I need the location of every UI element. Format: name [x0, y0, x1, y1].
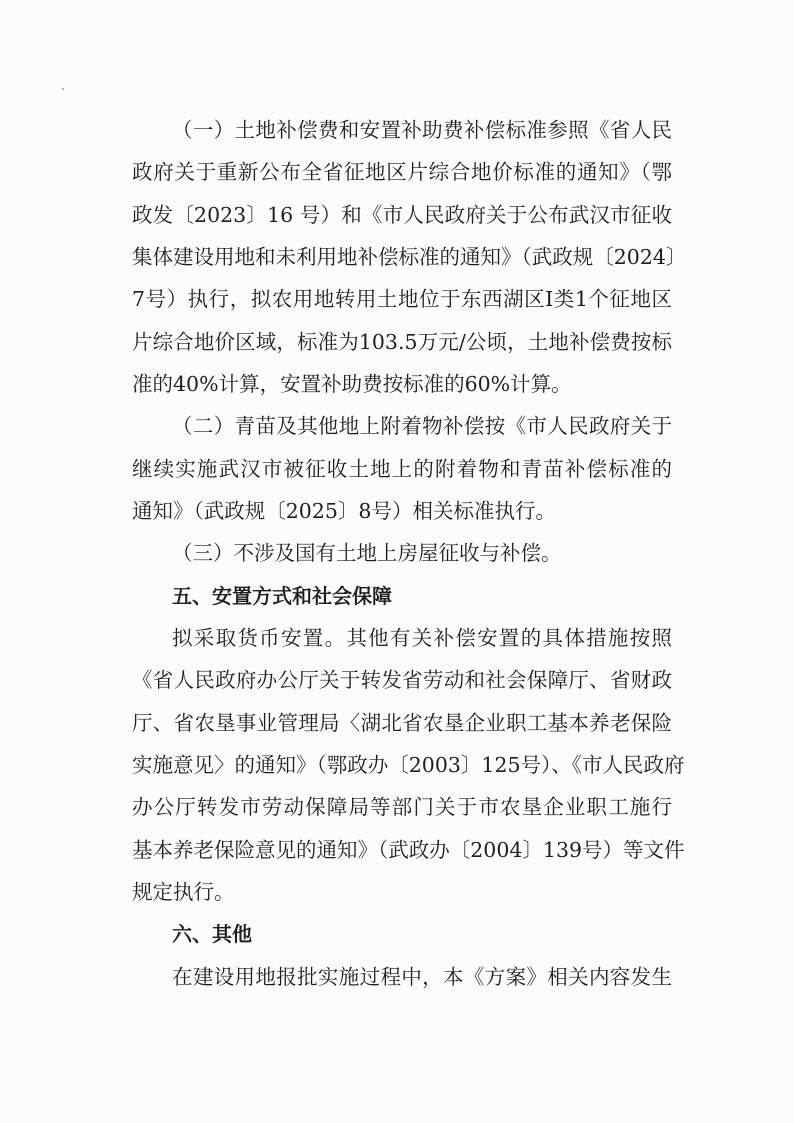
para-section-6-line-1: 在建设用地报批实施过程中，本《方案》相关内容发生: [172, 965, 672, 989]
para-item-2-line-2: 继续实施武汉市被征收土地上的附着物和青苗补偿标准的: [132, 457, 672, 481]
para-section-5-line-1: 拟采取货币安置。其他有关补偿安置的具体措施按照: [172, 626, 672, 650]
para-item-3-line-1: （三）不涉及国有土地上房屋征收与补偿。: [172, 541, 562, 565]
para-item-1-line-6: 片综合地价区域，标准为103.5万元/公顷，土地补偿费按标: [132, 330, 672, 354]
para-item-1-line-2: 政府关于重新公布全省征地区片综合地价标准的通知》（鄂: [132, 160, 672, 184]
para-item-1-line-5: 7号）执行，拟农用地转用土地位于东西湖区Ⅰ类1个征地区: [132, 287, 672, 311]
para-item-1-line-7: 准的40%计算，安置补助费按标准的60%计算。: [132, 372, 572, 396]
para-section-5-line-3: 厅、省农垦事业管理局〈湖北省农垦企业职工基本养老保险: [132, 711, 672, 735]
para-section-5-line-2: 《省人民政府办公厅关于转发省劳动和社会保障厅、省财政: [132, 668, 672, 692]
para-section-5-line-5: 办公厅转发市劳动保障局等部门关于市农垦企业职工施行: [132, 795, 672, 819]
para-section-5-line-4: 实施意见〉的通知》（鄂政办〔2003〕125号）、《市人民政府: [132, 753, 685, 777]
section-6-heading: 六、其他: [172, 922, 252, 946]
scan-speck: [62, 88, 64, 90]
para-item-2-line-3: 通知》（武政规〔2025〕8号）相关标准执行。: [132, 499, 556, 523]
section-5-heading: 五、安置方式和社会保障: [172, 584, 392, 608]
para-section-5-line-6: 基本养老保险意见的通知》（武政办〔2004〕139号）等文件: [132, 838, 685, 862]
para-item-2-line-1: （二）青苗及其他地上附着物补偿按《市人民政府关于: [172, 414, 672, 438]
para-item-1-line-3: 政发〔2023〕16 号）和《市人民政府关于公布武汉市征收: [132, 203, 672, 227]
para-section-5-line-7: 规定执行。: [132, 880, 235, 904]
para-item-1-line-1: （一）土地补偿费和安置补助费补偿标准参照《省人民: [172, 118, 672, 142]
para-item-1-line-4: 集体建设用地和未利用地补偿标准的通知》（武政规〔2024〕: [132, 245, 687, 269]
